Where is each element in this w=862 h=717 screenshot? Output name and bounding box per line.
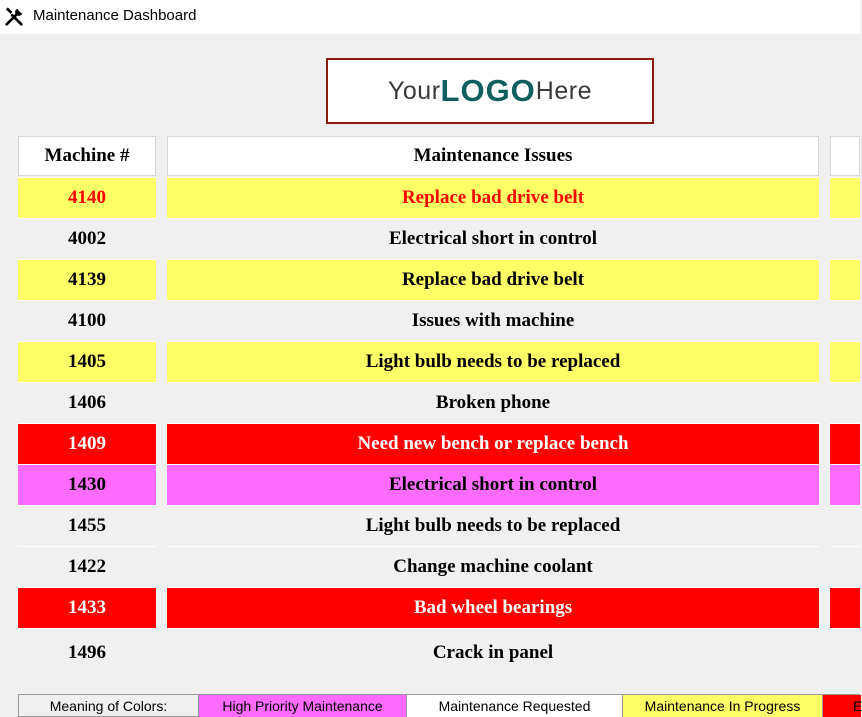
- row-extra: [830, 505, 860, 546]
- maintenance-issue: Light bulb needs to be replaced: [167, 505, 819, 546]
- row-extra: [830, 341, 860, 382]
- machine-number: 1433: [18, 587, 156, 628]
- machine-number: 1405: [18, 341, 156, 382]
- title-bar: [0, 0, 860, 34]
- row-extra: [830, 259, 860, 300]
- row-extra: [830, 423, 860, 464]
- row-extra: [830, 546, 860, 587]
- machine-number: 1430: [18, 464, 156, 505]
- machine-number: 4100: [18, 300, 156, 341]
- row-extra: [830, 628, 860, 676]
- maintenance-issue: Crack in panel: [167, 628, 819, 676]
- row-extra: [830, 464, 860, 505]
- maintenance-issue: Issues with machine: [167, 300, 819, 341]
- machine-number: 1406: [18, 382, 156, 423]
- legend-label: Meaning of Colors:: [19, 695, 199, 717]
- machine-number: 1496: [18, 628, 156, 676]
- maintenance-issue: Electrical short in control: [167, 464, 819, 505]
- legend-critical: E: [823, 695, 861, 717]
- machine-number: 1409: [18, 423, 156, 464]
- maintenance-issue: Light bulb needs to be replaced: [167, 341, 819, 382]
- logo-text-logo: LOGO: [440, 73, 536, 108]
- column-header-extra: [830, 136, 860, 176]
- maintenance-issue: Replace bad drive belt: [167, 177, 819, 218]
- maintenance-issue: Need new bench or replace bench: [167, 423, 819, 464]
- row-extra: [830, 587, 860, 628]
- column-header-machine: Machine #: [18, 136, 156, 176]
- legend-high-priority: High Priority Maintenance: [199, 695, 407, 717]
- maintenance-issue: Change machine coolant: [167, 546, 819, 587]
- color-legend: [18, 694, 860, 717]
- tools-icon: [3, 6, 25, 28]
- machine-number: 1455: [18, 505, 156, 546]
- legend-in-progress: Maintenance In Progress: [623, 695, 823, 717]
- legend-requested: Maintenance Requested: [407, 695, 623, 717]
- company-logo: [326, 58, 654, 124]
- logo-text-your: Your: [388, 76, 441, 105]
- logo-text-here: Here: [535, 76, 592, 105]
- maintenance-issue: Electrical short in control: [167, 218, 819, 259]
- row-extra: [830, 177, 860, 218]
- machine-number: 4140: [18, 177, 156, 218]
- machine-number: 1422: [18, 546, 156, 587]
- row-extra: [830, 382, 860, 423]
- row-extra: [830, 300, 860, 341]
- maintenance-issue: Bad wheel bearings: [167, 587, 819, 628]
- column-header-issues: Maintenance Issues: [167, 136, 819, 176]
- machine-number: 4002: [18, 218, 156, 259]
- maintenance-issue: Replace bad drive belt: [167, 259, 819, 300]
- maintenance-issue: Broken phone: [167, 382, 819, 423]
- window-title: Maintenance Dashboard: [33, 7, 197, 24]
- machine-number: 4139: [18, 259, 156, 300]
- row-extra: [830, 218, 860, 259]
